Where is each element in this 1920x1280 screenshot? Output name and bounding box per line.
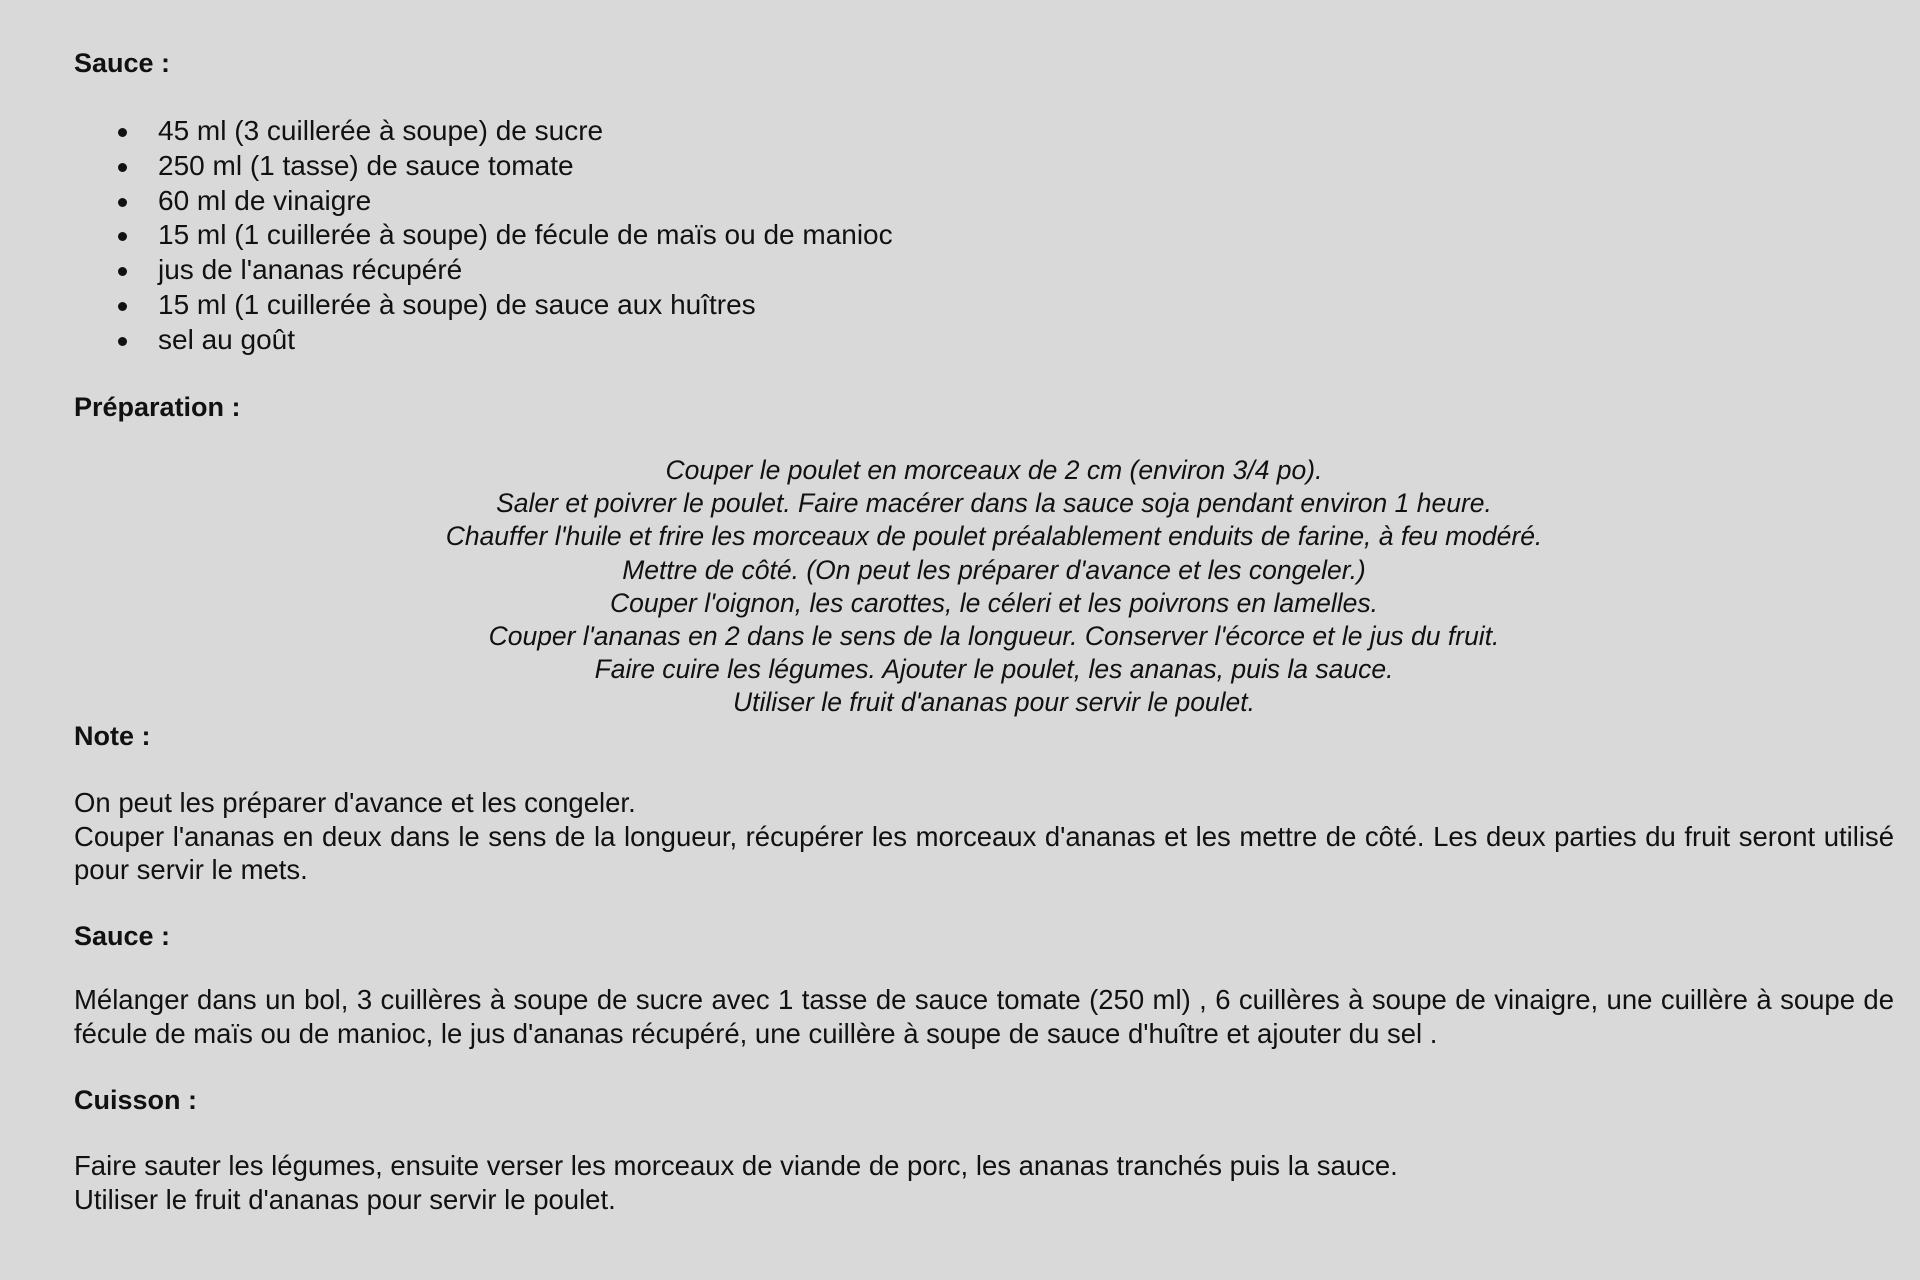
preparation-heading: Préparation : xyxy=(74,392,241,422)
list-item: 15 ml (1 cuillerée à soupe) de sauce aux huîtres xyxy=(74,288,893,323)
preparation-step: Saler et poivrer le poulet. Faire macérer dans la sauce soja pendant environ 1 heure. xyxy=(496,488,1492,519)
preparation-step: Couper l'ananas en 2 dans le sens de la longueur. Conserver l'écorce et le jus du fruit. xyxy=(488,621,1500,652)
bullet-icon xyxy=(118,163,127,172)
preparation-step: Mettre de côté. (On peut les préparer d'avance et les congeler.) xyxy=(622,554,1366,585)
sauce-instructions-paragraph: Mélanger dans un bol, 3 cuillères à soupe de sucre avec 1 tasse de sauce tomate (250 ml) , 6 cuillères à soupe de vinaigre, une cuillère à soupe de fécule de maïs ou de manioc, le jus d'ananas récupéré, une cuillère à soupe de sauce d'huître et ajouter du sel . xyxy=(74,984,1894,1049)
note-text xyxy=(74,786,1894,887)
cuisson-heading: Cuisson : xyxy=(74,1085,198,1115)
list-item: 60 ml de vinaigre xyxy=(74,184,893,219)
preparation-step: Couper le poulet en morceaux de 2 cm (environ 3/4 po). xyxy=(665,455,1323,485)
list-item: 45 ml (3 cuillerée à soupe) de sucre xyxy=(74,114,893,149)
preparation-step: Faire cuire les légumes. Ajouter le poulet, les ananas, puis la sauce. xyxy=(594,654,1394,685)
cuisson-text xyxy=(74,1149,1894,1216)
bullet-icon xyxy=(118,267,127,276)
sauce-instructions-text xyxy=(74,983,1894,1050)
cuisson-line: Faire sauter les légumes, ensuite verser les morceaux de viande de porc, les ananas tranchés puis la sauce. xyxy=(74,1150,1398,1181)
bullet-icon xyxy=(118,302,127,311)
preparation-steps xyxy=(74,454,1914,720)
preparation-step: Chauffer l'huile et frire les morceaux de poulet préalablement enduits de farine, à feu modéré. xyxy=(445,521,1543,552)
sauce-instructions-heading: Sauce : xyxy=(74,921,171,951)
cuisson-line: Utiliser le fruit d'ananas pour servir le poulet. xyxy=(74,1183,616,1215)
list-item: sel au goût xyxy=(74,323,893,358)
list-item: 250 ml (1 tasse) de sauce tomate xyxy=(74,149,893,184)
list-item: 15 ml (1 cuillerée à soupe) de fécule de maïs ou de manioc xyxy=(74,218,893,253)
note-heading: Note : xyxy=(74,721,151,751)
sauce-heading: Sauce : xyxy=(74,48,171,78)
note-line: On peut les préparer d'avance et les congeler. xyxy=(74,787,636,818)
bullet-icon xyxy=(118,337,127,346)
bullet-icon xyxy=(118,232,127,241)
note-line: Couper l'ananas en deux dans le sens de la longueur, récupérer les morceaux d'ananas et les mettre de côté. Les deux parties du fruit seront utilisé pour servir le mets. xyxy=(74,820,1894,885)
list-item: jus de l'ananas récupéré xyxy=(74,253,893,288)
sauce-ingredient-list xyxy=(74,114,893,358)
bullet-icon xyxy=(118,198,127,207)
preparation-step: Utiliser le fruit d'ananas pour servir le poulet. xyxy=(732,687,1256,718)
bullet-icon xyxy=(118,128,127,137)
preparation-step: Couper l'oignon, les carottes, le céleri et les poivrons en lamelles. xyxy=(609,587,1379,618)
